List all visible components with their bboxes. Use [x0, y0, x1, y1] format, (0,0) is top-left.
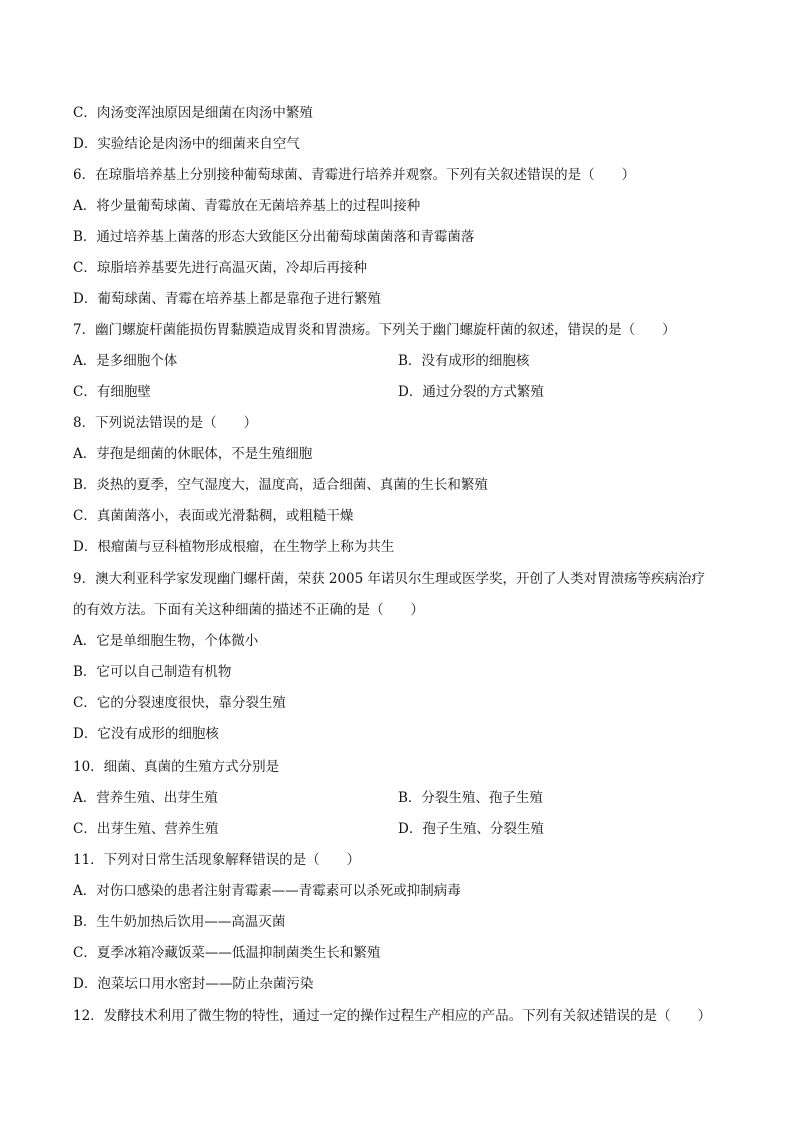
q10-question: 10．细菌、真菌的生殖方式分别是 [73, 759, 280, 775]
q5-option-d: D．实验结论是肉汤中的细菌来自空气 [73, 136, 300, 152]
q8-option-d: D．根瘤菌与豆科植物形成根瘤，在生物学上称为共生 [73, 539, 395, 555]
q9-option-d: D．它没有成形的细胞核 [73, 726, 219, 742]
q9-question-line1: 9．澳大利亚科学家发现幽门螺杆菌，荣获 2005 年诺贝尔生理或医学奖，开创了人类对胃溃疡等疾病治疗 [73, 571, 706, 587]
q8-question: 8．下列说法错误的是（ ） [73, 415, 258, 431]
q7-option-d: D．通过分裂的方式繁殖 [398, 384, 544, 400]
q11-option-c: C．夏季冰箱冷藏饭菜——低温抑制菌类生长和繁殖 [73, 945, 381, 961]
q9-option-b: B．它可以自己制造有机物 [73, 664, 232, 680]
q6-option-d: D．葡萄球菌、青霉在培养基上都是靠孢子进行繁殖 [73, 291, 381, 307]
q7-option-b: B．没有成形的细胞核 [398, 353, 530, 369]
q8-option-b: B．炎热的夏季，空气湿度大，温度高，适合细菌、真菌的生长和繁殖 [73, 477, 488, 493]
q10-option-c: C．出芽生殖、营养生殖 [73, 821, 219, 837]
q8-option-c: C．真菌菌落小，表面或光滑黏稠，或粗糙干燥 [73, 508, 354, 524]
q9-question-line2: 的有效方法。下面有关这种细菌的描述不正确的是（ ） [73, 602, 424, 618]
q11-option-b: B．生牛奶加热后饮用——高温灭菌 [73, 914, 286, 930]
q7-option-c: C．有细胞壁 [73, 384, 151, 400]
q10-option-a: A．营养生殖、出芽生殖 [73, 790, 218, 806]
q7-question: 7．幽门螺旋杆菌能损伤胃黏膜造成胃炎和胃溃疡。下列关于幽门螺旋杆菌的叙述，错误的是（ ） [73, 322, 676, 338]
q6-question: 6．在琼脂培养基上分别接种葡萄球菌、青霉进行培养并观察。下列有关叙述错误的是（ ） [73, 167, 636, 183]
q6-option-c: C．琼脂培养基要先进行高温灭菌，冷却后再接种 [73, 260, 367, 276]
q11-option-d: D．泡菜坛口用水密封——防止杂菌污染 [73, 976, 314, 992]
q11-question: 11．下列对日常生活现象解释错误的是（ ） [73, 852, 361, 868]
q6-option-b: B．通过培养基上菌落的形态大致能区分出葡萄球菌菌落和青霉菌落 [73, 229, 475, 245]
q11-option-a: A．对伤口感染的患者注射青霉素——青霉素可以杀死或抑制病毒 [73, 883, 461, 899]
q10-option-d: D．孢子生殖、分裂生殖 [398, 821, 544, 837]
q9-option-a: A．它是单细胞生物，个体微小 [73, 633, 259, 649]
q5-option-c: C．肉汤变浑浊原因是细菌在肉汤中繁殖 [73, 105, 313, 121]
q9-option-c: C．它的分裂速度很快，靠分裂生殖 [73, 695, 286, 711]
q12-question: 12．发酵技术利用了微生物的特性，通过一定的操作过程生产相应的产品。下列有关叙述错误的是（ ） [73, 1008, 712, 1024]
q7-option-a: A．是多细胞个体 [73, 353, 178, 369]
q10-option-b: B．分裂生殖、孢子生殖 [398, 790, 543, 806]
q6-option-a: A．将少量葡萄球菌、青霉放在无菌培养基上的过程叫接种 [73, 198, 421, 214]
q8-option-a: A．芽孢是细菌的休眠体，不是生殖细胞 [73, 446, 313, 462]
